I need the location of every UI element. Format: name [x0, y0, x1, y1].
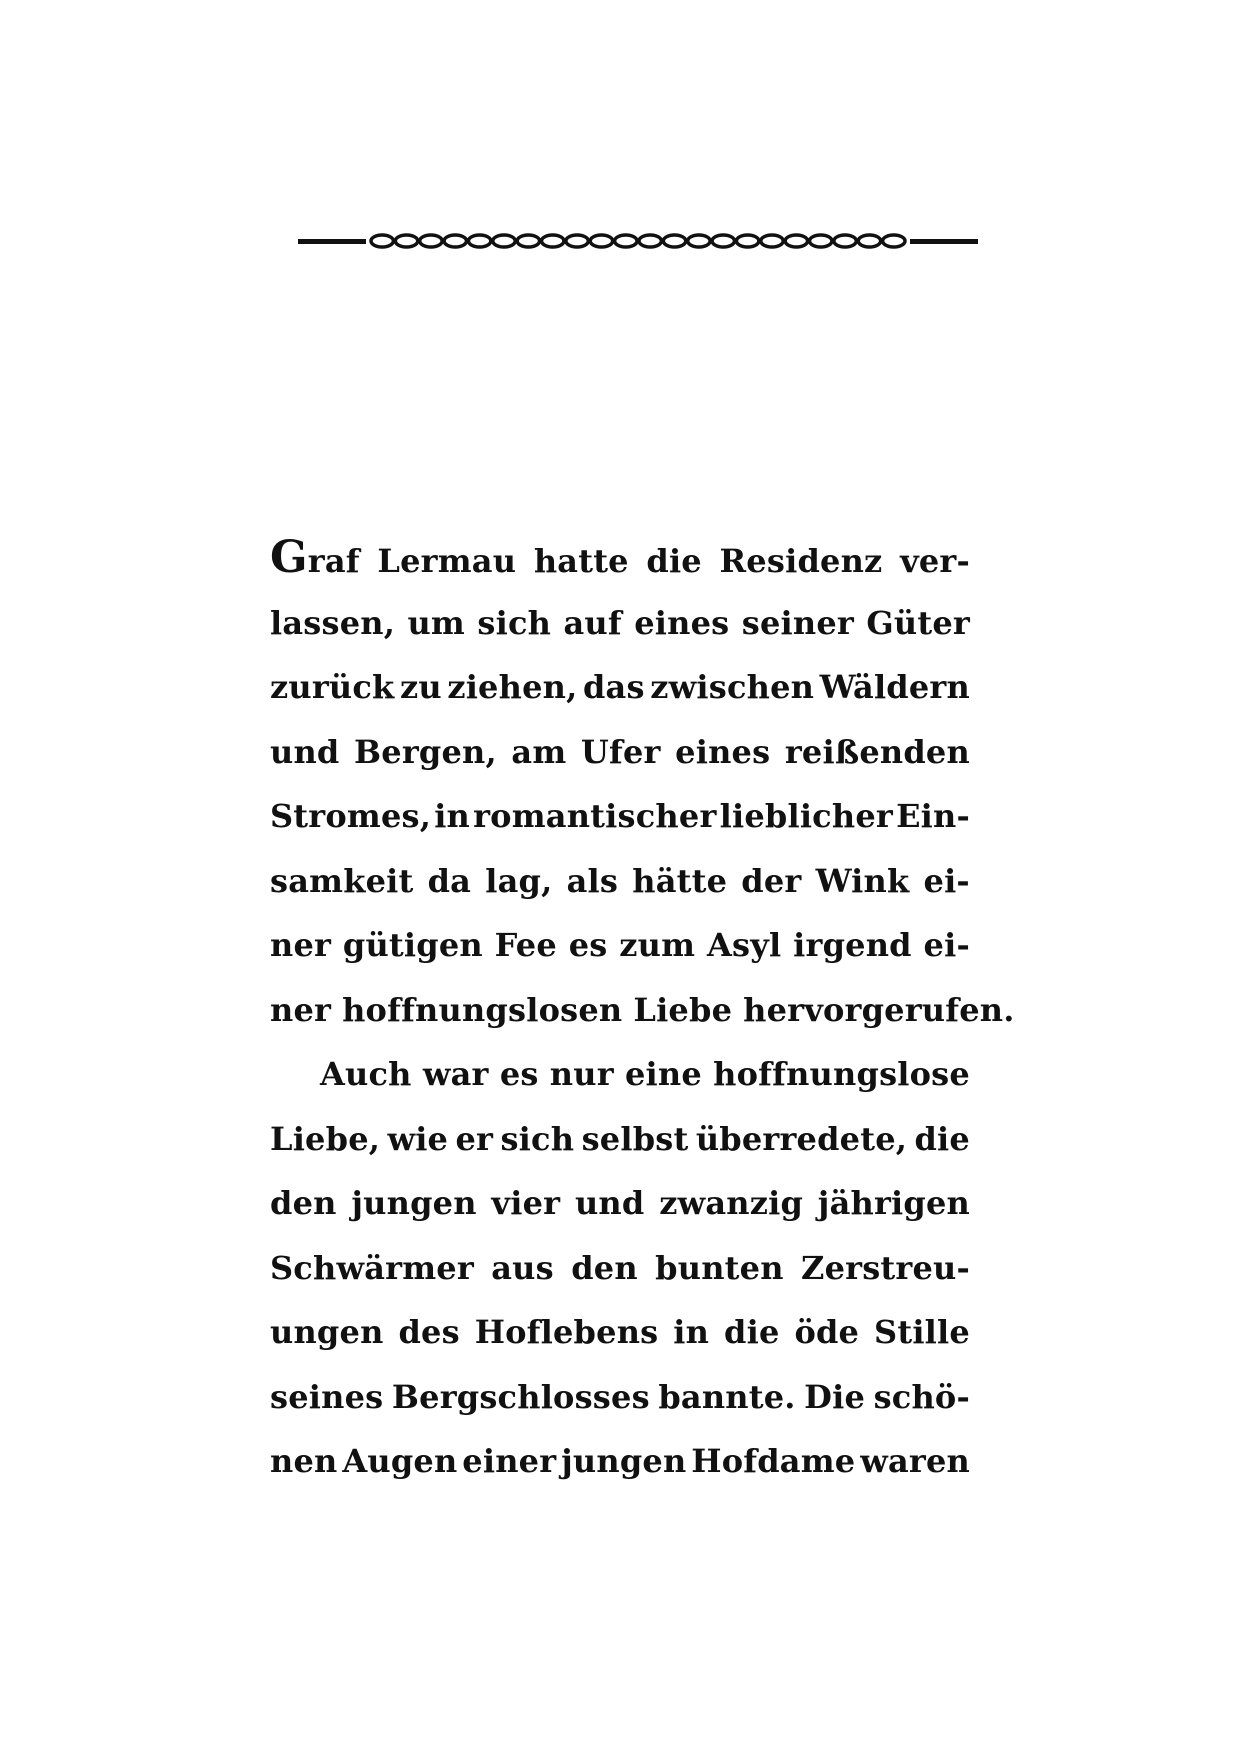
- word: Auch: [320, 1055, 412, 1093]
- word: hoffnungslosen: [342, 990, 623, 1029]
- word: Bergen,: [354, 732, 497, 771]
- word: hervorgerufen.: [743, 990, 1015, 1029]
- word: des: [398, 1313, 460, 1351]
- word: eine: [625, 1055, 702, 1093]
- chain-link: [566, 235, 588, 247]
- word: Liebe,: [270, 1119, 381, 1158]
- word: hatte: [533, 542, 629, 580]
- text-line: [270, 720, 970, 785]
- word: er: [455, 1119, 494, 1158]
- chain-link: [785, 235, 807, 247]
- word: war: [422, 1055, 489, 1093]
- text-line: [270, 1107, 970, 1172]
- chain-link: [810, 235, 832, 247]
- word: zum: [619, 926, 696, 964]
- word: zwischen: [650, 668, 815, 706]
- word: Hoflebens: [474, 1313, 659, 1351]
- word: schö-: [873, 1377, 970, 1416]
- word: lieblicher: [719, 797, 893, 835]
- text-line: [270, 913, 970, 978]
- chain-link: [493, 235, 515, 247]
- word: irgend: [793, 926, 912, 964]
- word: da: [427, 861, 472, 900]
- chain-ornament-icon: [298, 228, 978, 254]
- word: lassen,: [270, 603, 396, 642]
- word: am: [511, 732, 567, 771]
- word: waren: [860, 1442, 970, 1480]
- chain-link: [517, 235, 539, 247]
- word: Die: [804, 1377, 866, 1416]
- word: zu: [399, 668, 442, 706]
- word: aus: [491, 1248, 554, 1287]
- word: eines: [634, 603, 730, 642]
- chain-link: [590, 235, 612, 247]
- chain-link: [761, 235, 783, 247]
- word: überredete,: [695, 1119, 908, 1158]
- word: reißenden: [784, 732, 970, 771]
- chain-link: [883, 235, 905, 247]
- chain-link: [712, 235, 734, 247]
- word: auf: [563, 603, 622, 642]
- chain-link: [444, 235, 466, 247]
- word: Ufer: [580, 732, 661, 771]
- word: einer: [462, 1442, 557, 1480]
- word: Hofdame: [691, 1442, 856, 1480]
- word: den: [270, 1184, 337, 1222]
- word: und: [574, 1184, 645, 1222]
- text-line: [270, 591, 970, 656]
- chain-link: [395, 235, 417, 247]
- word: Bergschlosses: [391, 1377, 650, 1416]
- text-line: [270, 1429, 970, 1494]
- word: sich: [477, 603, 552, 642]
- chain-link: [688, 235, 710, 247]
- word: seines: [270, 1377, 384, 1416]
- word: es: [568, 926, 608, 964]
- word: bunten: [655, 1248, 784, 1287]
- chain-link: [858, 235, 880, 247]
- word: jungen: [351, 1184, 477, 1222]
- body-text: [270, 526, 1015, 1494]
- word: ner: [270, 926, 332, 964]
- word: romantischer: [473, 797, 717, 835]
- word: zurück: [270, 668, 395, 706]
- word: jungen: [561, 1442, 687, 1480]
- word: in: [673, 1313, 710, 1351]
- text-line: [270, 1300, 970, 1365]
- chain-link: [639, 235, 661, 247]
- word: der: [741, 861, 802, 900]
- word: öde: [794, 1313, 860, 1351]
- word: Graf: [270, 532, 360, 583]
- word: Asyl: [706, 926, 782, 964]
- word: eines: [675, 732, 771, 771]
- word: ei-: [923, 926, 970, 964]
- word: bannte.: [658, 1377, 796, 1416]
- word: Stromes,: [270, 797, 432, 835]
- word: es: [499, 1055, 539, 1093]
- word: hätte: [632, 861, 728, 900]
- word: die: [724, 1313, 780, 1351]
- text-line: [270, 655, 970, 720]
- word: Wink: [815, 861, 910, 900]
- word: nen: [270, 1442, 338, 1480]
- word: samkeit: [270, 861, 414, 900]
- chain-link: [542, 235, 564, 247]
- text-line: [270, 978, 1015, 1043]
- word: ver-: [900, 542, 970, 580]
- text-line: [270, 1042, 970, 1107]
- text-line: [270, 784, 970, 849]
- word: Ein-: [896, 797, 970, 835]
- word: in: [434, 797, 471, 835]
- text-line: [270, 849, 970, 914]
- word: ei-: [923, 861, 970, 900]
- word: zwanzig: [659, 1184, 804, 1222]
- word: seiner: [741, 603, 854, 642]
- word: Residenz: [719, 542, 883, 580]
- word: Liebe: [633, 990, 733, 1029]
- word: ungen: [270, 1313, 384, 1351]
- word: ner: [270, 990, 332, 1029]
- chain-link: [834, 235, 856, 247]
- text-line: [270, 1236, 970, 1301]
- text-line: [270, 1171, 970, 1236]
- initial-letter: G: [270, 532, 308, 583]
- text-line: [270, 526, 970, 591]
- word: Fee: [494, 926, 557, 964]
- chain-link: [371, 235, 393, 247]
- word: die: [646, 542, 702, 580]
- word: das: [582, 668, 645, 706]
- word: sich: [500, 1119, 575, 1158]
- word: Augen: [342, 1442, 458, 1480]
- chain-link: [468, 235, 490, 247]
- word: jährigen: [817, 1184, 970, 1222]
- word: lag,: [485, 861, 553, 900]
- word: gütigen: [342, 926, 483, 964]
- word: die: [914, 1119, 970, 1158]
- word: Lermau: [377, 542, 517, 580]
- word: nur: [549, 1055, 614, 1093]
- word: und: [270, 732, 340, 771]
- word: ziehen,: [447, 668, 578, 706]
- word: wie: [387, 1119, 449, 1158]
- chain-link: [736, 235, 758, 247]
- word: vier: [491, 1184, 561, 1222]
- chain-link: [420, 235, 442, 247]
- word: den: [571, 1248, 638, 1287]
- word: als: [566, 861, 619, 900]
- text-line: [270, 1365, 970, 1430]
- word: Güter: [866, 603, 970, 642]
- word: selbst: [581, 1119, 689, 1158]
- word: Wäldern: [819, 668, 970, 706]
- word: Zerstreu-: [801, 1248, 970, 1287]
- word: um: [407, 603, 465, 642]
- word: Stille: [874, 1313, 970, 1351]
- chain-link: [615, 235, 637, 247]
- word: Schwärmer: [270, 1248, 474, 1287]
- chain-link: [663, 235, 685, 247]
- word: hoffnungslose: [713, 1055, 970, 1093]
